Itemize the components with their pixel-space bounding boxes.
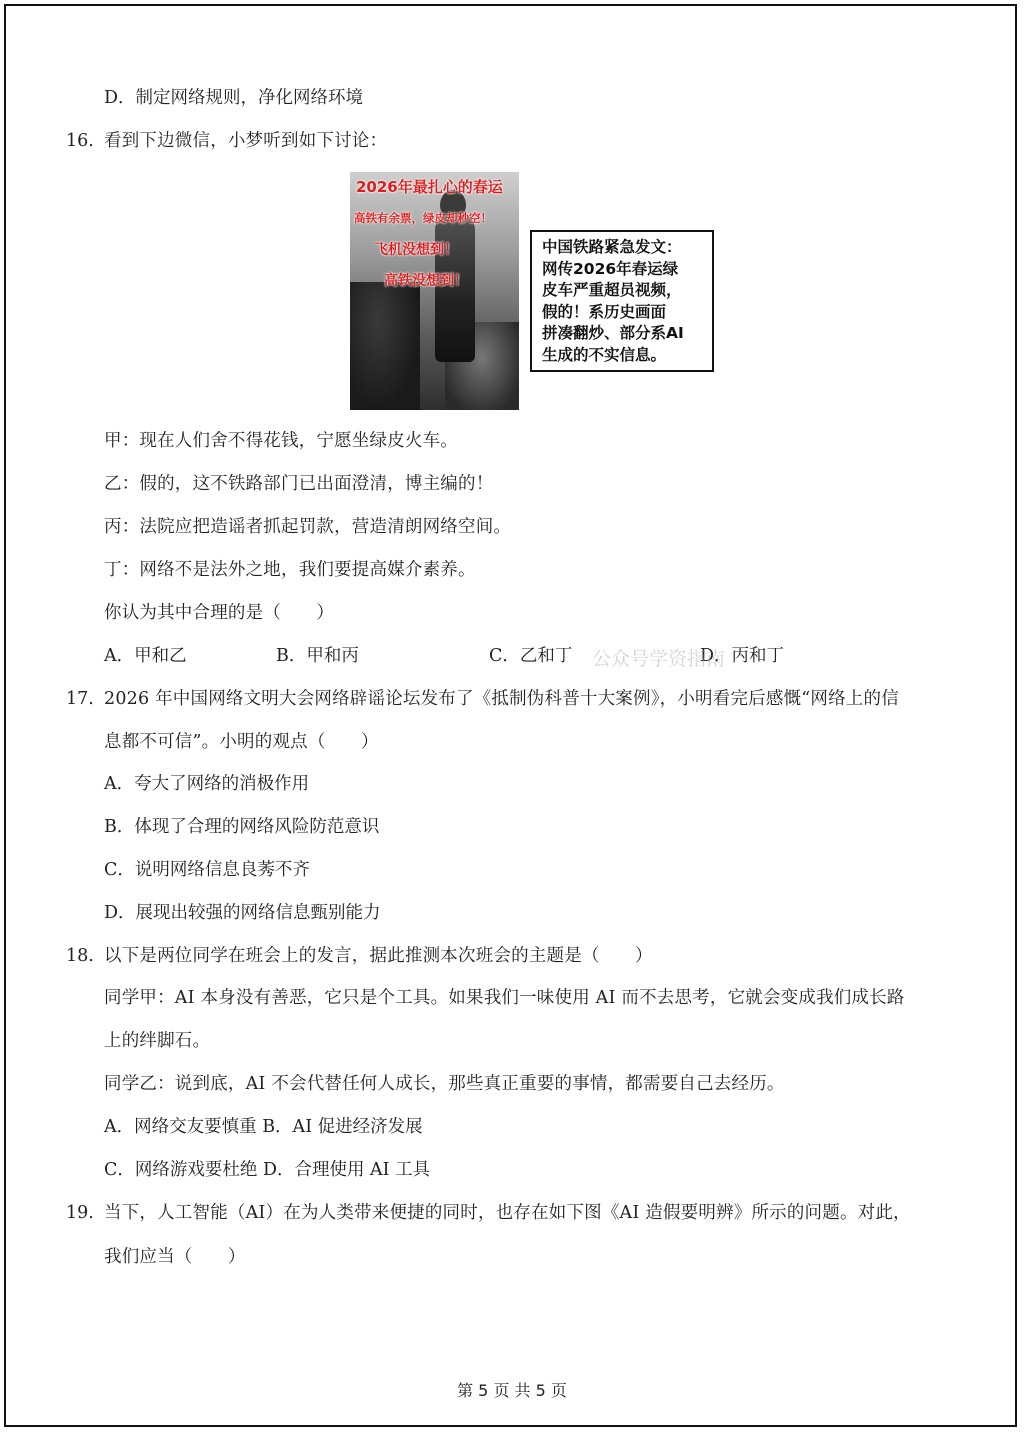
q18-options-row1: A．网络交友要慎重 B．AI 促进经济发展 (104, 1117, 423, 1137)
q16-option-c: C．乙和丁 (489, 646, 573, 666)
q17-stem-line2: 息都不可信”。小明的观点（ ） (104, 732, 379, 752)
q17-option-d: D．展现出较强的网络信息甄别能力 (104, 903, 381, 923)
notice-line: 中国铁路紧急发文： (542, 238, 682, 256)
q16-question: 你认为其中合理的是（ ） (104, 603, 335, 623)
q18-number: 18. (66, 946, 94, 966)
q16-caption-3: 飞机没想到！ (374, 242, 458, 258)
q16-option-d: D．丙和丁 (700, 646, 785, 666)
q16-caption-1: 2026年最扎心的春运 (356, 178, 503, 196)
q18-speech-a-line2: 上的绊脚石。 (104, 1031, 211, 1051)
q16-stem: 看到下边微信，小梦听到如下讨论： (104, 131, 388, 151)
q18-options-row2: C．网络游戏要杜绝 D．合理使用 AI 工具 (104, 1160, 431, 1180)
page-footer: 第 5 页 共 5 页 (457, 1381, 567, 1400)
q16-option-a: A．甲和乙 (104, 646, 187, 666)
q19-stem-line2: 我们应当（ ） (104, 1247, 246, 1267)
q16-statement-yi: 乙：假的，这不铁路部门已出面澄清，博主编的！ (104, 474, 494, 494)
q16-train-photo (350, 172, 519, 410)
notice-line: 网传2026年春运绿 (542, 259, 679, 278)
notice-line: 皮车严重超员视频， (542, 281, 682, 299)
q17-number: 17. (66, 689, 94, 709)
q16-railway-notice (530, 230, 714, 372)
watermark: 公众号学资指南 (592, 648, 726, 670)
notice-line: 假的！系历史画面 (542, 302, 667, 321)
q16-caption-4: 高铁没想到！ (384, 273, 468, 289)
q19-stem-line1: 当下，人工智能（AI）在为人类带来便捷的同时，也存在如下图《AI 造假要明辨》所示的问题。对此， (104, 1203, 911, 1223)
q16-statement-bing: 丙：法院应把造谣者抓起罚款，营造清朗网络空间。 (104, 517, 512, 537)
q17-option-b: B．体现了合理的网络风险防范意识 (104, 817, 380, 837)
notice-line: 生成的不实信息。 (542, 345, 667, 364)
q16-statement-ding: 丁：网络不是法外之地，我们要提高媒介素养。 (104, 560, 476, 580)
q17-option-c: C．说明网络信息良莠不齐 (104, 860, 310, 880)
q17-stem-line1: 2026 年中国网络文明大会网络辟谣论坛发布了《抵制伪科普十大案例》，小明看完后感慨“网络上的信 (104, 689, 899, 709)
q17-option-a: A．夸大了网络的消极作用 (104, 774, 310, 794)
q18-speech-b: 同学乙：说到底，AI 不会代替任何人成长，那些真正重要的事情，都需要自己去经历。 (104, 1074, 785, 1094)
q15-option-d: D．制定网络规则，净化网络环境 (104, 88, 364, 108)
q18-speech-a-line1: 同学甲：AI 本身没有善恶，它只是个工具。如果我们一味使用 AI 而不去思考，它就会变成我们成长路 (104, 988, 905, 1008)
q18-stem: 以下是两位同学在班会上的发言，据此推测本次班会的主题是（ ） (104, 946, 653, 966)
notice-line: 拼凑翻炒、部分系AI (542, 324, 684, 342)
q16-number: 16. (66, 131, 94, 151)
q16-statement-jia: 甲：现在人们舍不得花钱，宁愿坐绿皮火车。 (104, 431, 458, 451)
q16-caption-2: 高铁有余票，绿皮却秒空！ (354, 211, 492, 225)
q19-number: 19. (66, 1203, 94, 1223)
q16-option-b: B．甲和丙 (276, 646, 359, 666)
